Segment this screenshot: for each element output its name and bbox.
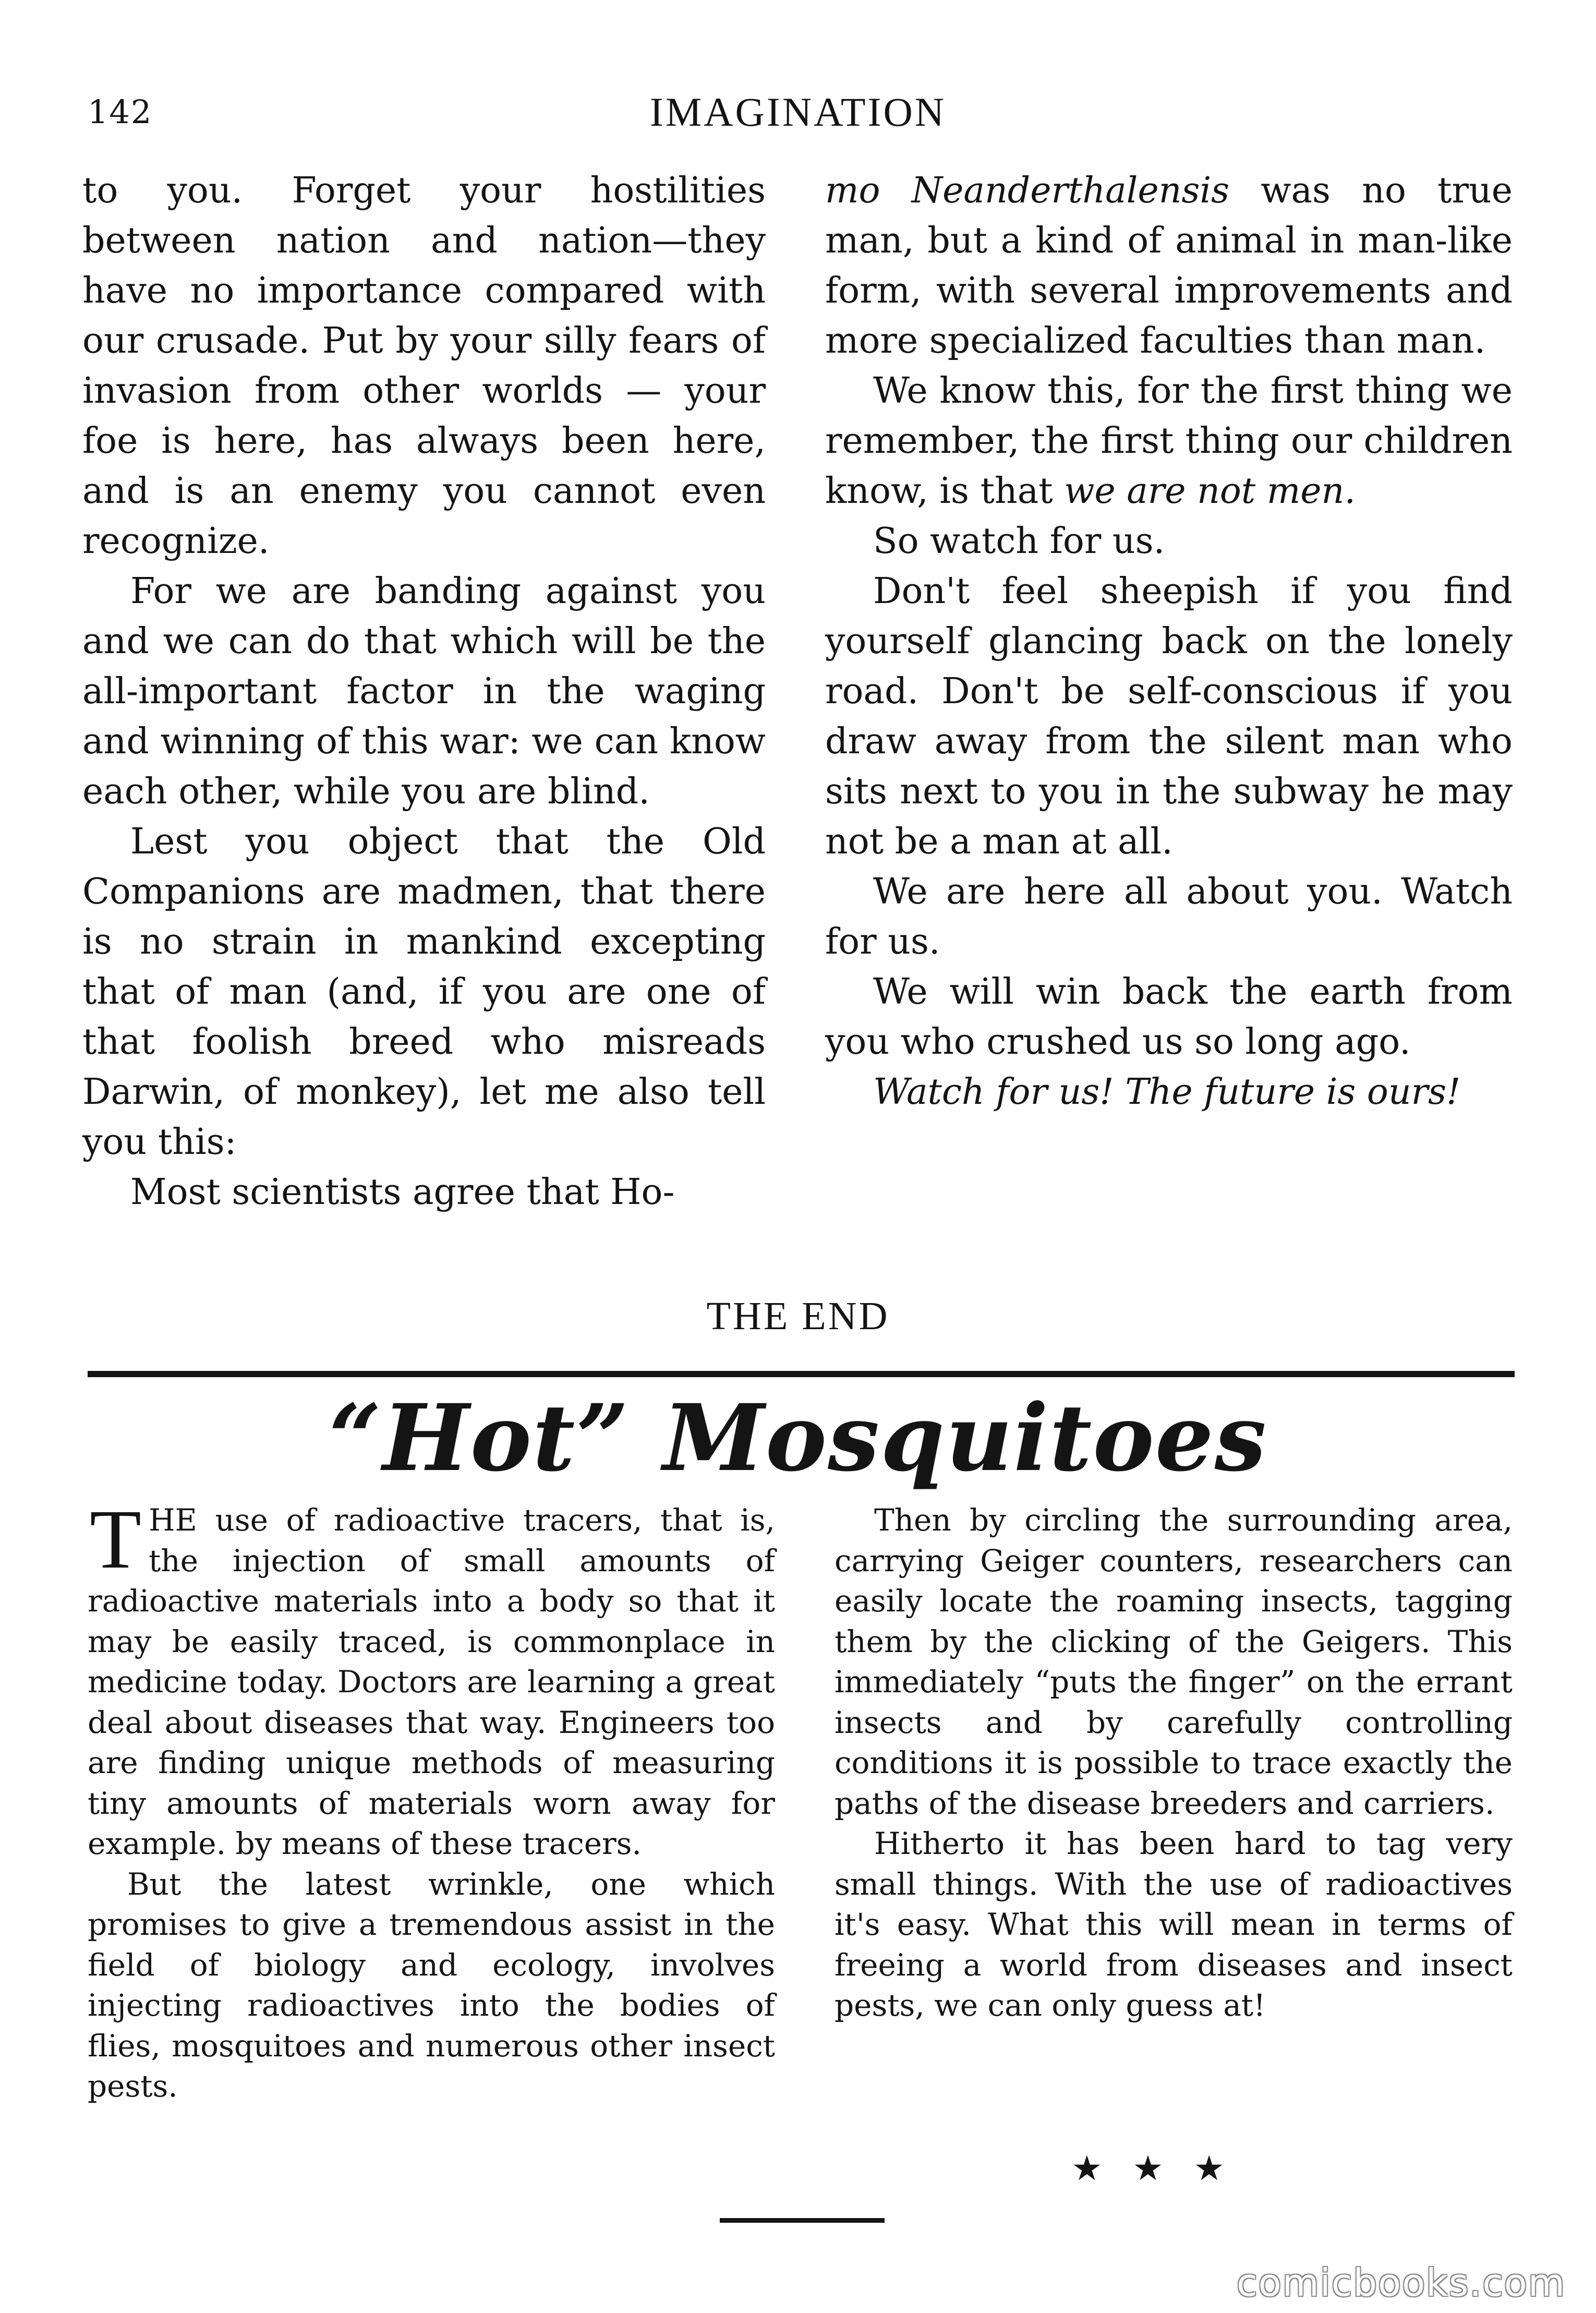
- article-right-column: [835, 1500, 1513, 2026]
- story-paragraph: to you. Forget your hostilities between nation and nation—they have no importance compared with our crusade. Put by your silly fears of invasion from other worlds — your foe is here, has always been here, and is an enemy you cannot even recognize.: [82, 170, 766, 562]
- story-paragraph: We know this, for the first thing we remember, the first thing our children know, is that we are not men.: [825, 370, 1513, 512]
- story-paragraph: So watch for us.: [873, 521, 1165, 562]
- page-number: 142: [88, 93, 153, 131]
- story-paragraph: We will win back the earth from you who crushed us so long ago.: [825, 971, 1513, 1063]
- the-end-label: THE END: [706, 1294, 890, 1338]
- story-paragraph: Don't feel sheepish if you find yourself glancing back on the lonely road. Don't be self-conscious if you draw away from the silent man who sits next to you in the subway he may not be a man at all.: [825, 571, 1513, 862]
- article-paragraph: Then by circling the surrounding area, carrying Geiger counters, researchers can easily locate the roaming insects, tagging them by the clicking of the Geigers. This immediately “puts the finger” on the errant insects and by carefully controlling conditions it is possible to trace exactly the paths of the disease breeders and carriers.: [835, 1502, 1513, 1821]
- article-left-column: [88, 1493, 775, 2107]
- story-closing-line: Watch for us! The future is ours!: [873, 1071, 1461, 1113]
- drop-cap: T: [90, 1493, 141, 1586]
- article-paragraph: Hitherto it has been hard to tag very small things. With the use of radioactives it's easy. What this will mean in terms of freeing a world from diseases and insect pests, we can only guess at!: [835, 1826, 1513, 2023]
- story-paragraph: Most scientists agree that Ho-: [130, 1172, 675, 1213]
- story-paragraph: For we are banding against you and we can do that which will be the all-important factor in the waging and winning of this war: we can know each other, while you are blind.: [82, 571, 766, 812]
- story-right-column: [825, 166, 1513, 1117]
- emphasis-text: we are not men.: [1064, 471, 1356, 512]
- story-paragraph: We are here all about you. Watch for us.: [825, 871, 1513, 962]
- running-header: IMAGINATION: [649, 89, 947, 135]
- story-paragraph: mo Neanderthalensis was no true man, but a kind of animal in man-like form, with several improvements and more specialized faculties than man.: [825, 170, 1513, 362]
- article-paragraph: THE use of radioactive tracers, that is, the injection of small amounts of radioactive materials into a body so that it may be easily traced, is commonplace in medicine today. Doctors are learning a great deal about diseases that way. Engineers too are finding unique methods of measuring tiny amounts of materials worn away for example. by means of these tracers.: [88, 1493, 775, 1861]
- article-paragraph: But the latest wrinkle, one which promises to give a tremendous assist in the field of biology and ecology, involves injecting radioactives into the bodies of flies, mosquitoes and numerous other insect pests.: [88, 1866, 775, 2104]
- bottom-divider: [720, 2218, 885, 2223]
- story-left-column: [82, 166, 766, 1218]
- end-stars: ★★★: [1071, 2148, 1255, 2188]
- story-paragraph: Lest you object that the Old Companions are madmen, that there is no strain in mankind excepting that of man (and, if you are one of that foolish breed who misreads Darwin, of monkey), let me also tell you this:: [82, 821, 766, 1163]
- species-name: mo Neanderthalensis: [825, 170, 1230, 211]
- article-title: “Hot” Mosquitoes: [329, 1384, 1267, 1492]
- watermark-text: comicbooks.com: [1236, 2261, 1566, 2305]
